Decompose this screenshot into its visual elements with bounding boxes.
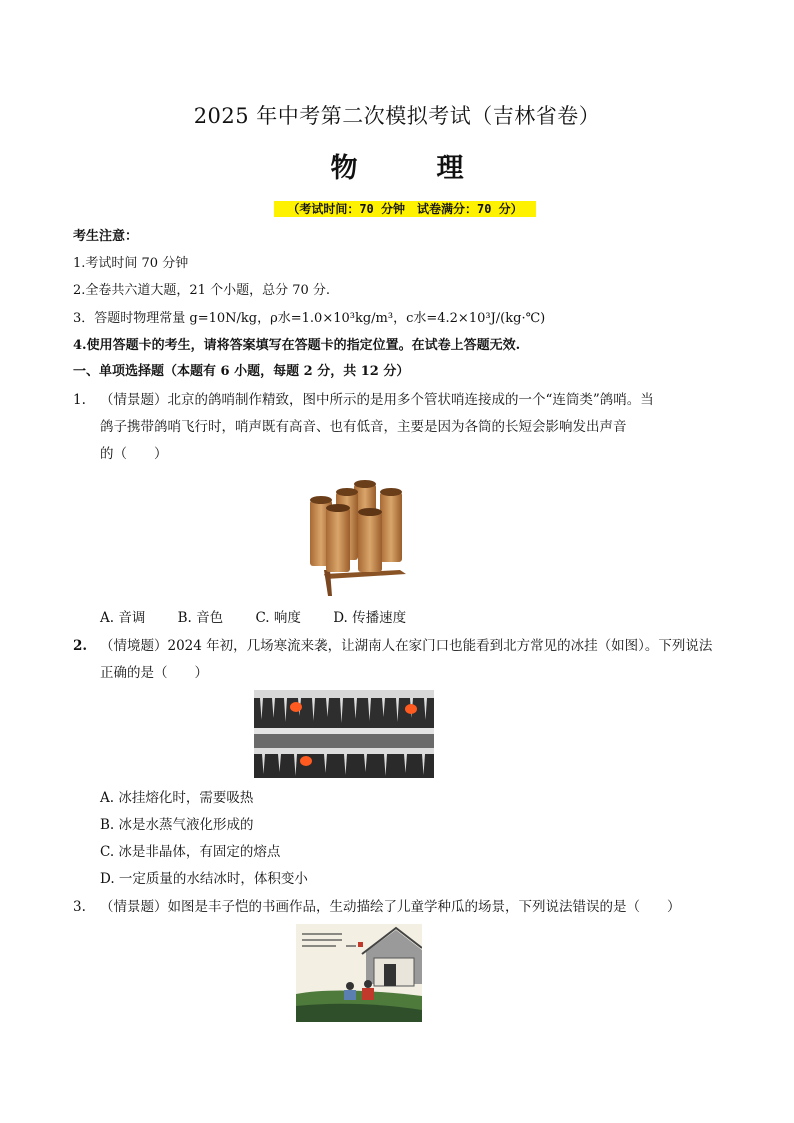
notice-item-3: 3．答题时物理常量 g=10N/kg，ρ水=1.0×10³kg/m³，c水=4.2×10³J/(kg·℃) <box>73 311 546 326</box>
q2-option-d[interactable]: D. 一定质量的水结冰时，体积变小 <box>100 871 308 887</box>
q1-line2: 鸽子携带鸽哨飞行时，哨声既有高音、也有低音，主要是因为各筒的长短会影响发出声音 <box>100 419 627 435</box>
q1-option-c[interactable]: C. 响度 <box>255 610 301 626</box>
q1-line1: （情景题）北京的鸽哨制作精致，图中所示的是用多个管状哨连接成的一个“连筒类”鸽哨。当 <box>100 392 654 408</box>
notice-item-2: 2.全卷共六道大题，21 个小题，总分 70 分. <box>73 283 331 298</box>
q1-line3: 的（ ） <box>100 446 168 462</box>
exam-title: 2025 年中考第二次模拟考试（吉林省卷） <box>193 104 601 128</box>
q1-option-d[interactable]: D. 传播速度 <box>333 610 407 626</box>
q3-number: 3. <box>73 899 86 915</box>
q2-line1: （情境题）2024 年初，几场寒流来袭，让湖南人在家门口也能看到北方常见的冰挂（如图）。下列说法 <box>100 638 713 654</box>
subject-title: 物 理 <box>330 153 490 184</box>
section1-heading: 一、单项选择题（本题有 6 小题，每题 2 分，共 12 分） <box>73 364 410 379</box>
q2-option-b[interactable]: B. 冰是水蒸气液化形成的 <box>100 817 254 833</box>
time-note: （考试时间：70 分钟 试卷满分：70 分） <box>274 201 536 217</box>
notice-item-1: 1.考试时间 70 分钟 <box>73 256 189 271</box>
q1-option-a[interactable]: A. 音调 <box>100 610 146 626</box>
q2-number: 2. <box>73 638 88 654</box>
pigeon-whistle-figure <box>296 478 418 598</box>
notice-item-4: 4.使用答题卡的考生，请将答案填写在答题卡的指定位置。在试卷上答题无效. <box>73 338 521 353</box>
q2-option-a[interactable]: A. 冰挂熔化时，需要吸热 <box>100 790 254 806</box>
q1-option-b[interactable]: B. 音色 <box>177 610 224 626</box>
q1-number: 1. <box>73 392 86 408</box>
q2-option-c[interactable]: C. 冰是非晶体，有固定的熔点 <box>100 844 281 860</box>
painting-figure <box>296 924 422 1022</box>
notice-heading: 考生注意： <box>73 229 139 244</box>
icicle-figure <box>254 690 434 778</box>
q3-line1: （情景题）如图是丰子恺的书画作品，生动描绘了儿童学种瓜的场景，下列说法错误的是（ ） <box>100 899 681 915</box>
q1-options <box>100 609 434 627</box>
q2-line2: 正确的是（ ） <box>100 665 208 681</box>
